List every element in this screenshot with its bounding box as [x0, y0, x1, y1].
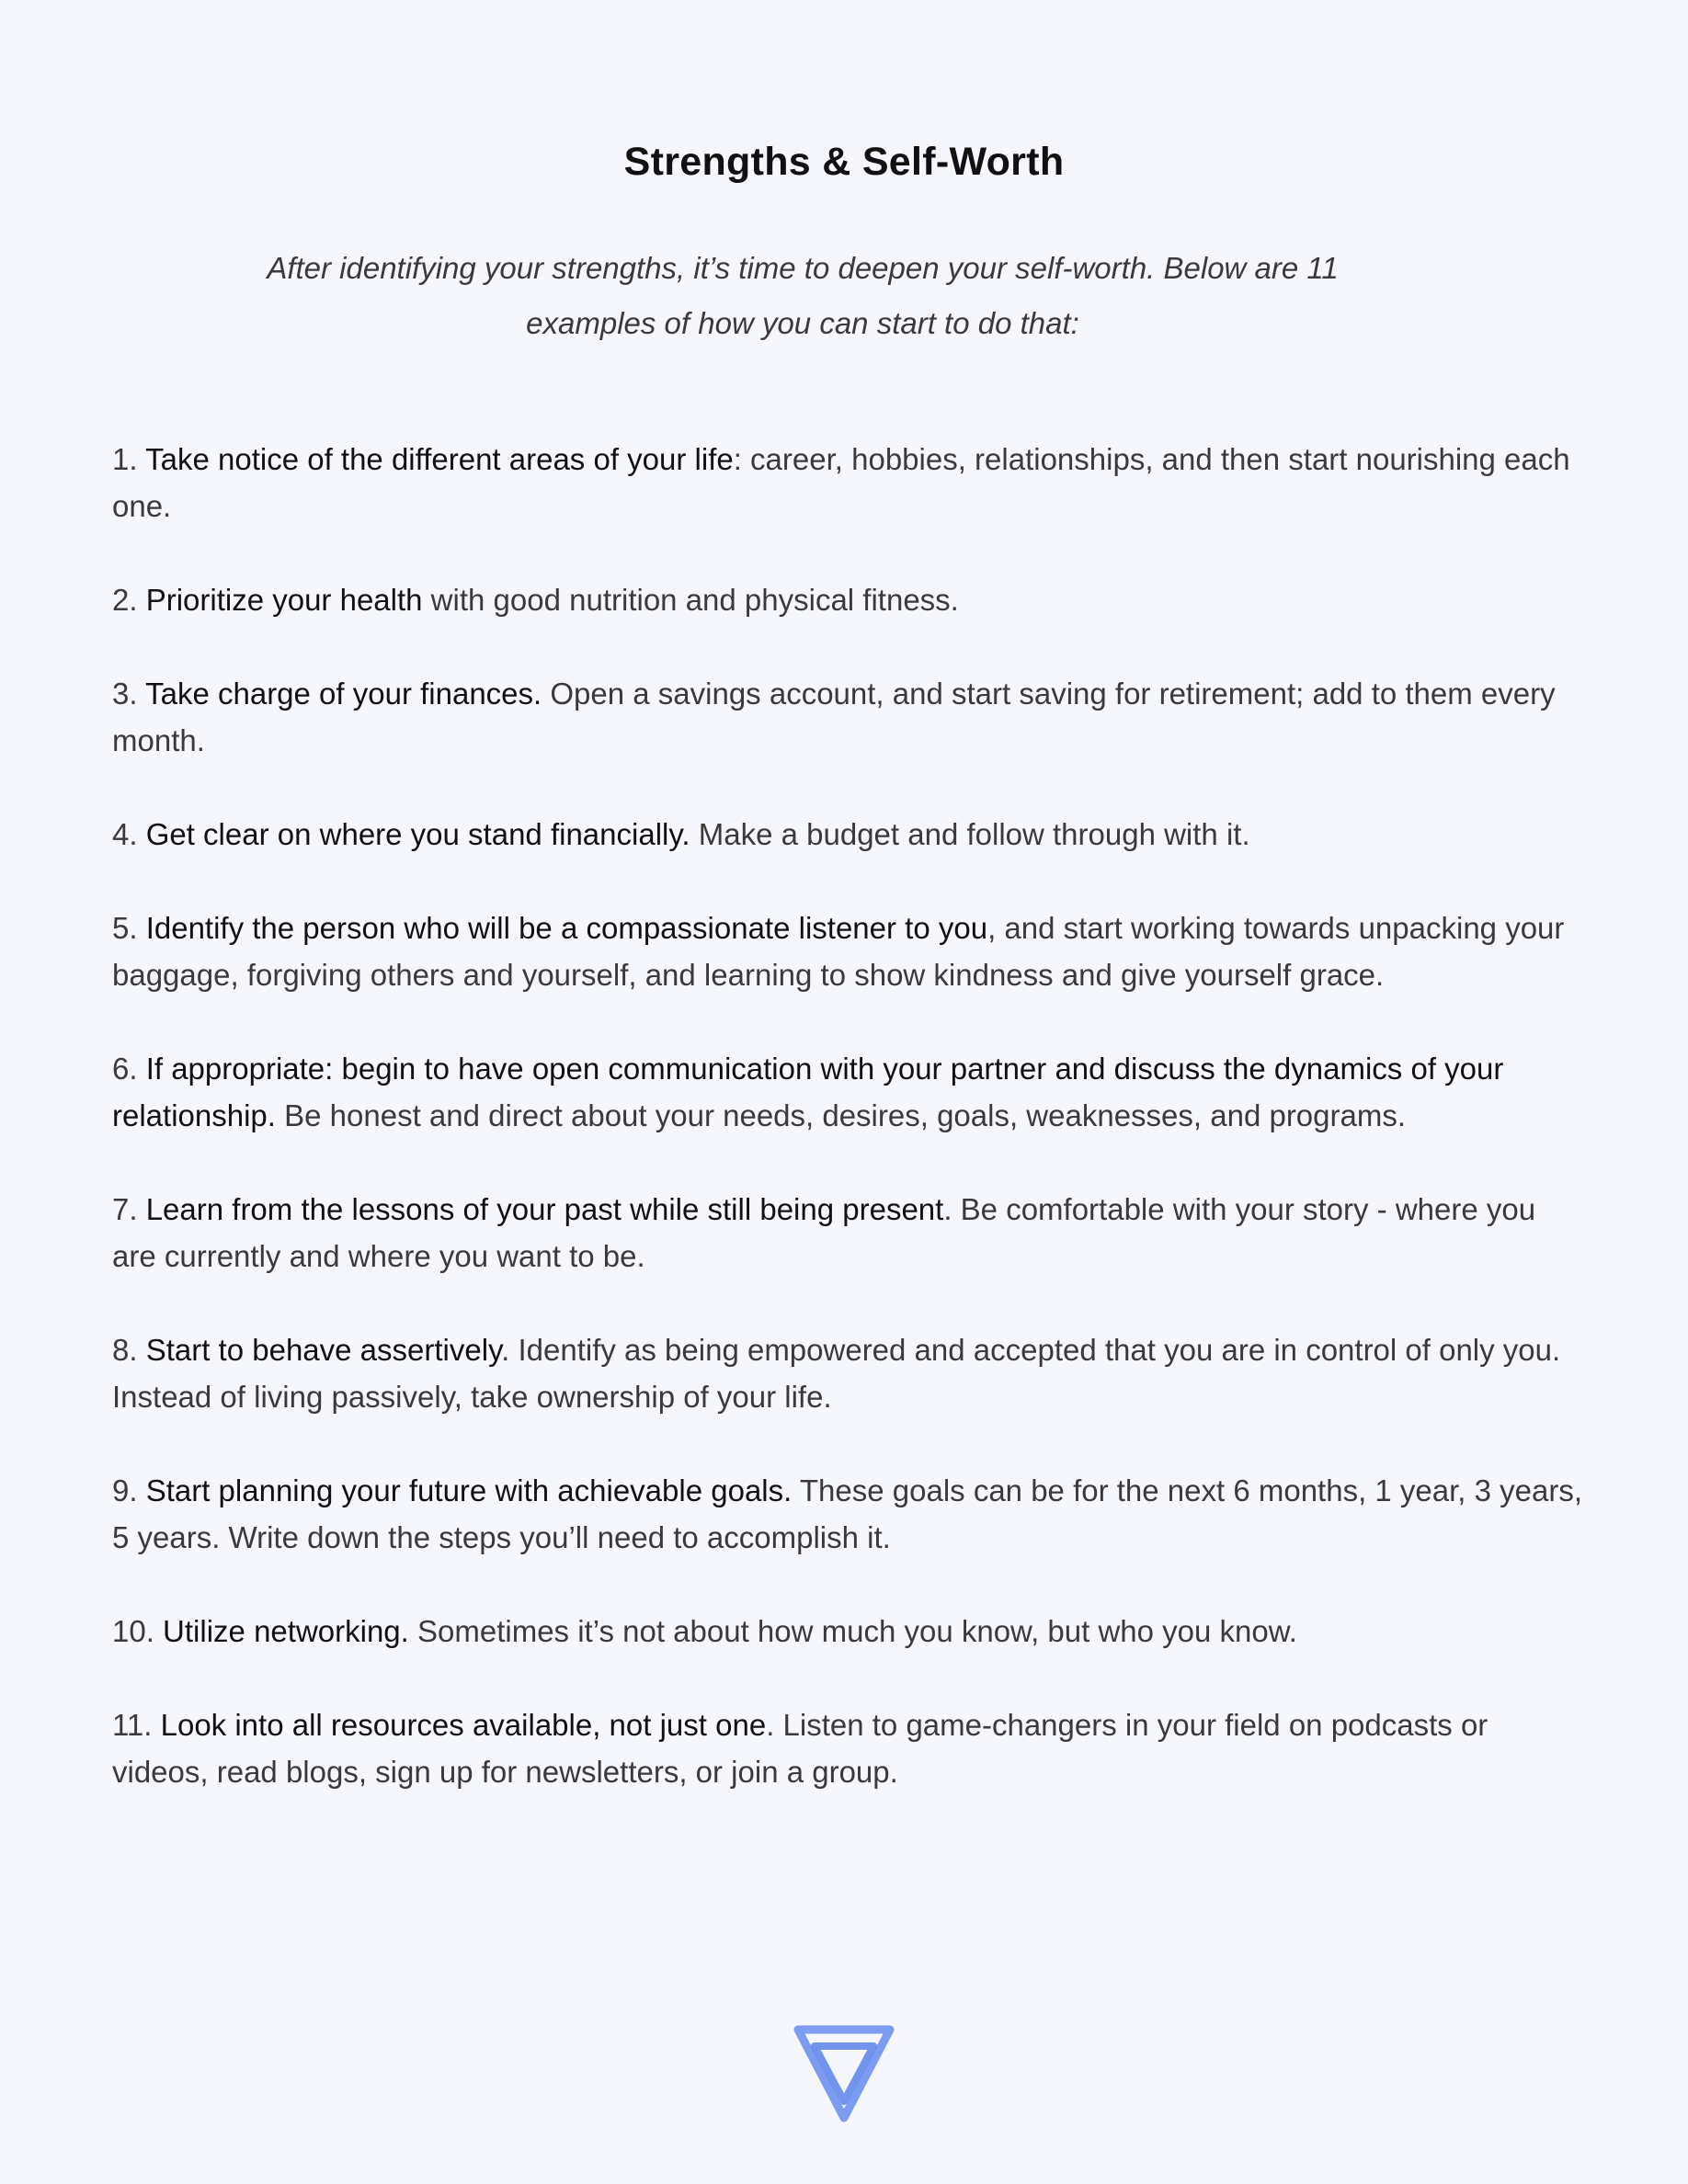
item-lead: If appropriate: begin to have open communication with your partner and discuss the dynamics of your relationship. — [112, 1052, 1504, 1132]
list-item — [112, 1326, 1583, 1420]
list-item — [112, 1701, 1583, 1795]
item-lead: Utilize networking. — [163, 1614, 409, 1648]
list-item — [112, 811, 1583, 858]
intro-line-2: examples of how you can start to do that: — [526, 306, 1079, 340]
item-lead: Take notice of the different areas of your life — [145, 442, 734, 476]
item-lead: Start planning your future with achievable goals. — [145, 1473, 793, 1507]
intro-paragraph — [182, 241, 1423, 351]
item-lead: Take charge of your finances. — [145, 677, 542, 711]
item-number: 7. — [112, 1192, 138, 1226]
item-number: 9. — [112, 1473, 138, 1507]
item-number: 2. — [112, 583, 138, 617]
item-text: . Listen to game-changers in your field on podcasts or videos, read blogs, sign up for newsletters, or join a group. — [112, 1708, 1488, 1789]
item-text: Open a savings account, and start saving for retirement; add to them every month. — [112, 677, 1556, 757]
item-number: 8. — [112, 1333, 138, 1367]
item-text: : career, hobbies, relationships, and then start nourishing each one. — [112, 442, 1570, 523]
item-lead: Look into all resources available, not just one — [160, 1708, 767, 1742]
list-item — [112, 1045, 1583, 1139]
item-number: 10. — [112, 1614, 154, 1648]
item-lead: Prioritize your health — [145, 583, 423, 617]
list-item — [112, 1608, 1583, 1655]
intro-line-1: After identifying your strengths, it’s time to deepen your self-worth. Below are 11 — [267, 251, 1339, 285]
item-text: Make a budget and follow through with it. — [690, 817, 1250, 851]
strengths-list — [112, 436, 1583, 1842]
item-number: 1. — [112, 442, 138, 476]
item-text: Be honest and direct about your needs, desires, goals, weaknesses, and programs. — [275, 1098, 1407, 1132]
item-lead: Identify the person who will be a compassionate listener to you — [145, 911, 988, 945]
item-number: 11. — [112, 1708, 153, 1742]
page-title: Strengths & Self-Worth — [623, 140, 1065, 184]
item-lead: Start to behave assertively — [145, 1333, 502, 1367]
item-text: . Be comfortable with your story - where you are currently and where you want to be. — [112, 1192, 1536, 1273]
list-item — [112, 1467, 1583, 1561]
list-item — [112, 904, 1583, 998]
list-item — [112, 1186, 1583, 1280]
list-item — [112, 436, 1583, 529]
item-number: 5. — [112, 911, 138, 945]
item-text: . Identify as being empowered and accepted that you are in control of only you. Instead of living passively, take ownership of your life. — [112, 1333, 1561, 1414]
item-number: 4. — [112, 817, 138, 851]
item-text: These goals can be for the next 6 months, 1 year, 3 years, 5 years. Write down the steps you’ll need to accomplish it. — [112, 1473, 1583, 1554]
item-number: 3. — [112, 677, 138, 711]
item-lead: Learn from the lessons of your past while still being present — [145, 1192, 944, 1226]
list-item — [112, 670, 1583, 764]
item-number: 6. — [112, 1052, 138, 1086]
item-text: , and start working towards unpacking your baggage, forgiving others and yourself, and learning to show kindness and give yourself grace. — [112, 911, 1565, 992]
item-text: with good nutrition and physical fitness. — [422, 583, 959, 617]
triangle-logo-icon — [793, 2022, 895, 2125]
list-item — [112, 576, 1583, 623]
item-lead: Get clear on where you stand financially. — [145, 817, 690, 851]
item-text: Sometimes it’s not about how much you know, but who you know. — [408, 1614, 1297, 1648]
